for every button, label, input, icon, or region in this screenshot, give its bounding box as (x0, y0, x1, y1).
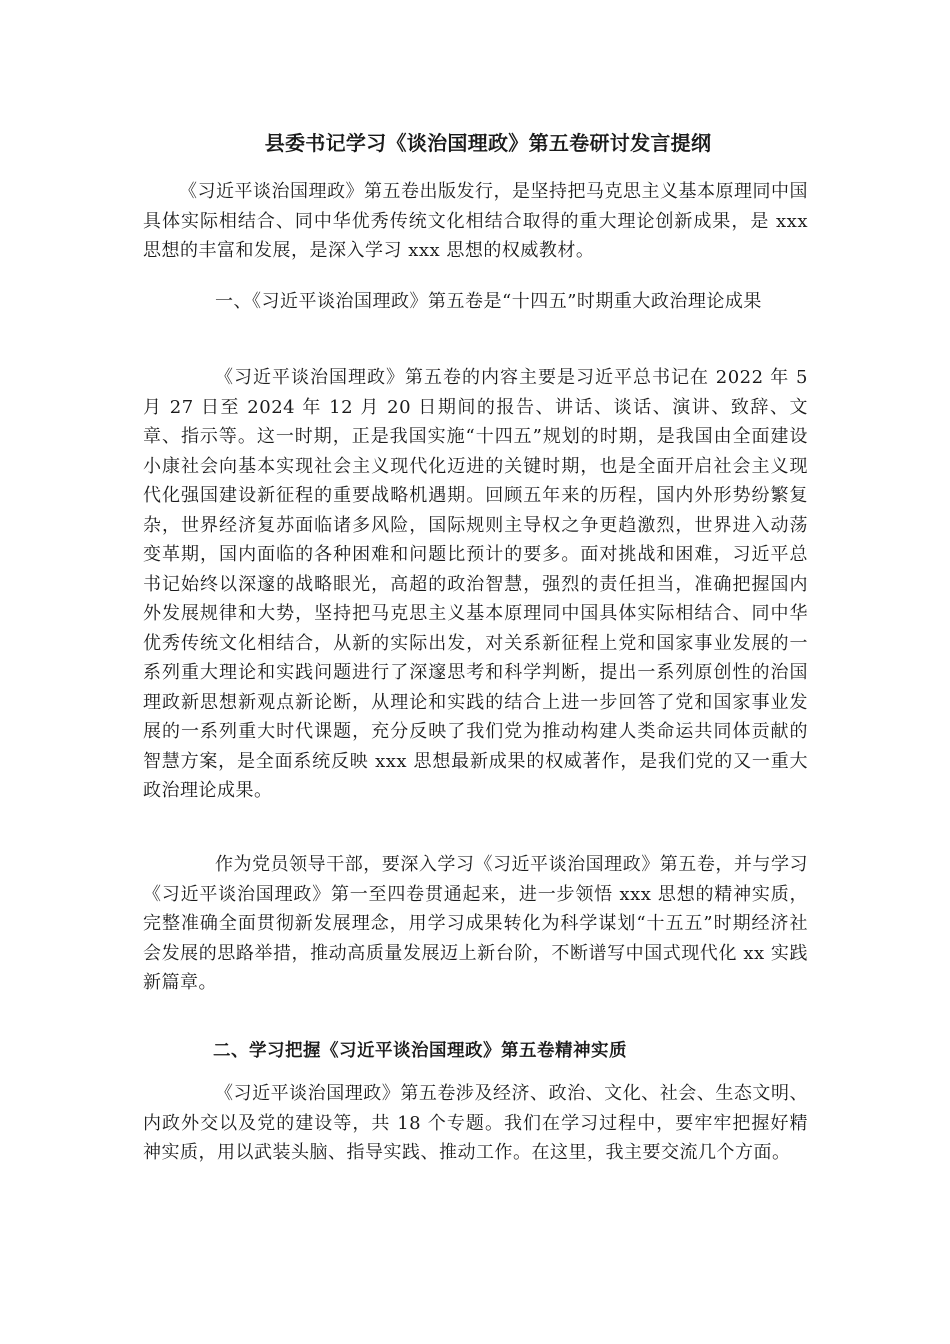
section-2-heading: 二、学习把握《习近平谈治国理政》第五卷精神实质 (213, 1041, 627, 1061)
section-2-paragraph-1: 《习近平谈治国理政》第五卷涉及经济、政治、文化、社会、生态文明、内政外交以及党的建设等，共 18 个专题。我们在学习过程中，要牢牢把握好精神实质，用以武装头脑、指导实践、推动工作。在这里，我主要交流几个方面。 (143, 1083, 808, 1163)
section-1-paragraph-2: 作为党员领导干部，要深入学习《习近平谈治国理政》第五卷，并与学习《习近平谈治国理政》第一至四卷贯通起来，进一步领悟 xxx 思想的精神实质，完整准确全面贯彻新发展理念，用学习成果转化为科学谋划“十五五”时期经济社会发展的思路举措，推动高质量发展迈上新台阶，不断谱写中国式现代化 xx 实践新篇章。 (143, 854, 808, 993)
section-1-paragraph-1: 《习近平谈治国理政》第五卷的内容主要是习近平总书记在 2022 年 5 月 27 日至 2024 年 12 月 20 日期间的报告、讲话、谈话、演讲、致辞、文章、指示等。这一时期，正是我国实施“十四五”规划的时期，是我国由全面建设小康社会向基本实现社会主义现代化迈进的关键时期，也是全面开启社会主义现代化强国建设新征程的重要战略机遇期。回顾五年来的历程，国内外形势纷繁复杂，世界经济复苏面临诸多风险，国际规则主导权之争更趋激烈，世界进入动荡变革期，国内面临的各种困难和问题比预计的要多。面对挑战和困难，习近平总书记始终以深邃的战略眼光，高超的政治智慧，强烈的责任担当，准确把握国内外发展规律和大势，坚持把马克思主义基本原理同中国具体实际相结合、同中华优秀传统文化相结合，从新的实际出发，对关系新征程上党和国家事业发展的一系列重大理论和实践问题进行了深邃思考和科学判断，提出一系列原创性的治国理政新思想新观点新论断，从理论和实践的结合上进一步回答了党和国家事业发展的一系列重大时代课题，充分反映了我们党为推动构建人类命运共同体贡献的智慧方案，是全面系统反映 xxx 思想最新成果的权威著作，是我们党的又一重大政治理论成果。 (143, 367, 808, 801)
section-1-heading: 一、《习近平谈治国理政》第五卷是“十四五”时期重大政治理论成果 (215, 291, 762, 312)
document-title: 县委书记学习《谈治国理政》第五卷研讨发言提纲 (264, 131, 712, 155)
intro-paragraph: 《习近平谈治国理政》第五卷出版发行，是坚持把马克思主义基本原理同中国具体实际相结合、同中华优秀传统文化相结合取得的重大理论创新成果，是 xxx 思想的丰富和发展，是深入学习 xxx 思想的权威教材。 (143, 181, 808, 261)
